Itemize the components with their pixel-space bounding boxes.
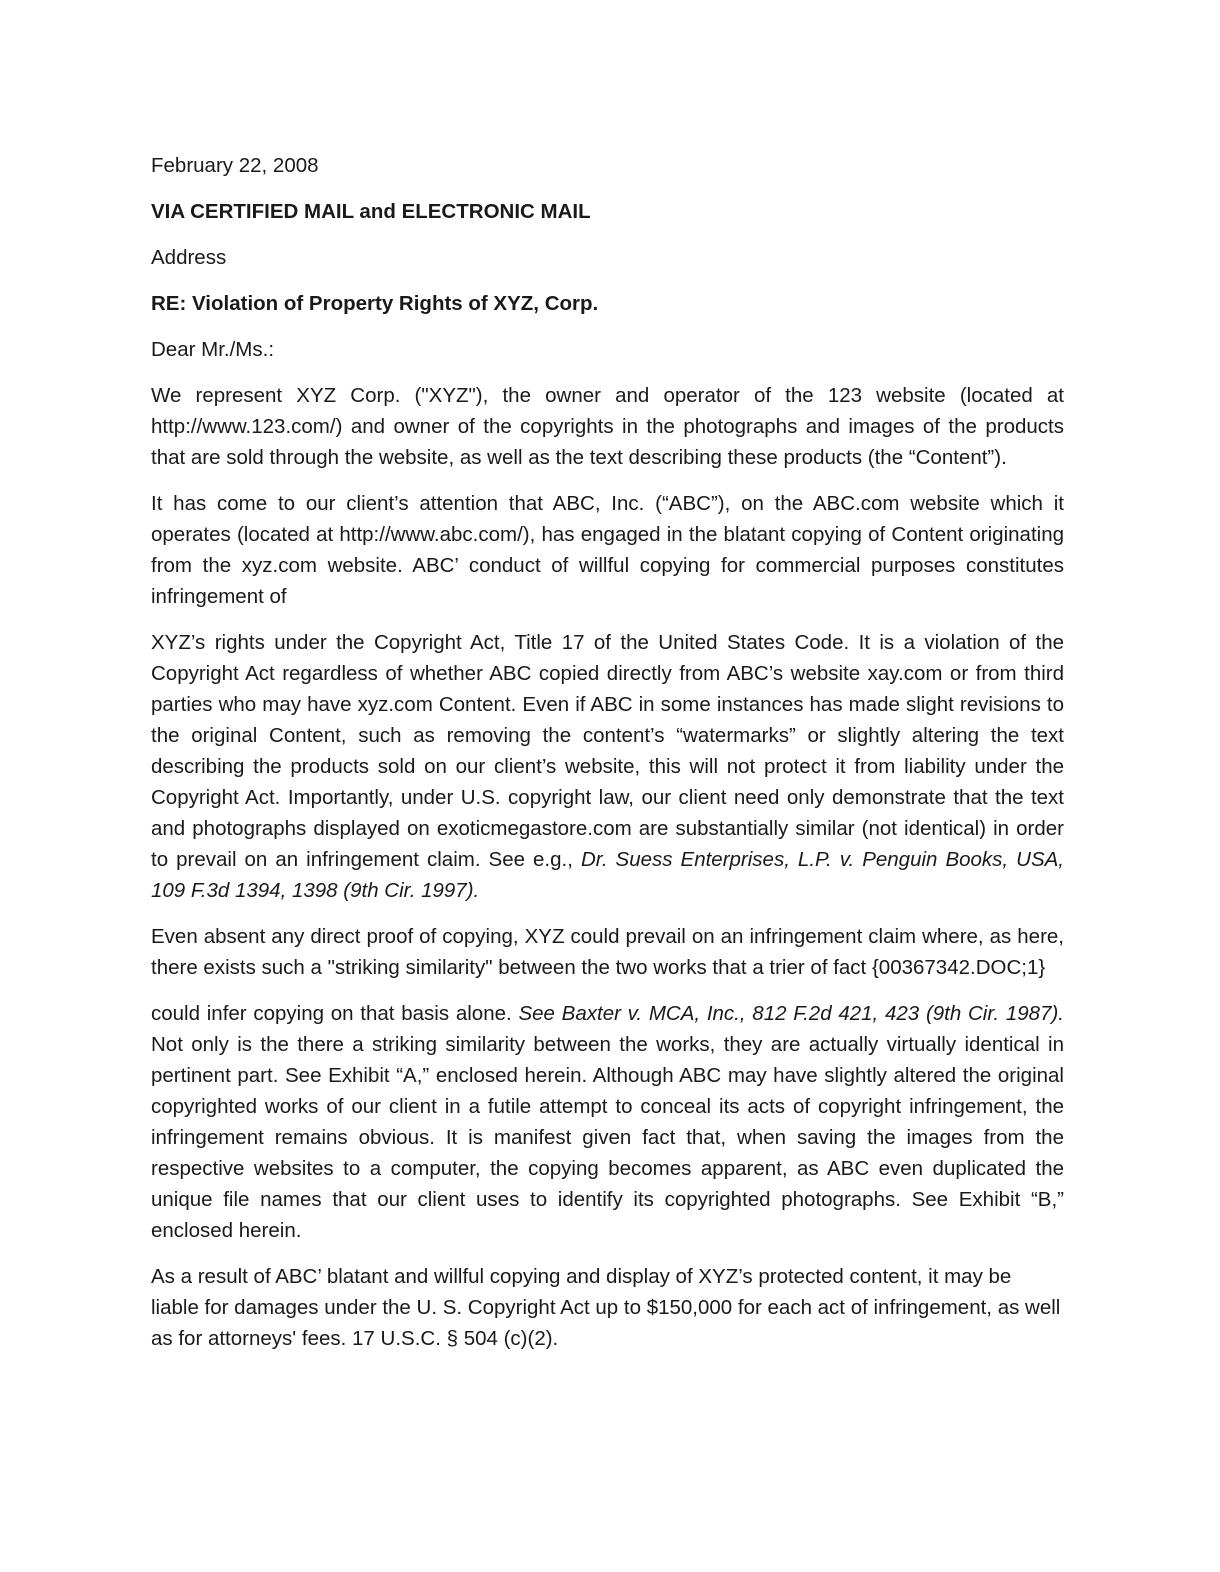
delivery-method: VIA CERTIFIED MAIL and ELECTRONIC MAIL: [151, 200, 591, 223]
paragraph-infer-copying-rest: Not only is the there a striking similarity between the works, they are actually virtually identical in pertinent part. See Exhibit “A,” enclosed herein. Although ABC may have slightly altered the original copyrighted works of our client in a futile attempt to conceal its acts of copyright infringement, the infringement remains obvious. It is manifest given fact that, when saving the images from the respective websites to a computer, the copying becomes apparent, as ABC even duplicated the unique file names that our client uses to identify its copyrighted photographs. See Exhibit “B,” enclosed herein.: [151, 1033, 1064, 1242]
paragraph-copyright-act-text: XYZ’s rights under the Copyright Act, Title 17 of the United States Code. It is a violation of the Copyright Act regardless of whether ABC copied directly from ABC’s website xay.com or from third parties who may have xyz.com Content. Even if ABC in some instances has made slight revisions to the original Content, such as removing the content’s “watermarks” or slightly altering the text describing the products sold on our client’s website, this will not protect it from liability under the Copyright Act. Importantly, under U.S. copyright law, our client need only demonstrate that the text and photographs displayed on exoticmegastore.com are substantially similar (not identical) in order to prevail on an infringement claim. See e.g.,: [151, 631, 1064, 871]
paragraph-striking-similarity-text: Even absent any direct proof of copying, XYZ could prevail on an infringement claim where, as here, there exists such a "striking similarity" between the two works that a trier of fact: [151, 925, 1064, 979]
letter-date: February 22, 2008: [151, 154, 319, 177]
case-citation-baxter: See Baxter v. MCA, Inc., 812 F.2d 421, 423 (9th Cir. 1987).: [518, 1002, 1064, 1025]
case-citation-suess: Dr. Suess Enterprises, L.P. v. Penguin Books, USA, 109 F.3d 1394, 1398 (9th Cir. 1997).: [151, 848, 1064, 902]
letter-page: [151, 150, 1064, 1369]
paragraph-infringement-notice: It has come to our client’s attention that ABC, Inc. (“ABC”), on the ABC.com website which it operates (located at http://www.abc.com/), has engaged in the blatant copying of Content originating from the xyz.com website. ABC’ conduct of willful copying for commercial purposes constitutes infringement of: [151, 492, 1064, 608]
paragraph-representation: We represent XYZ Corp. ("XYZ"), the owner and operator of the 123 website (located at http://www.123.com/) and owner of the copyrights in the photographs and images of the products that are sold through the website, as well as the text describing these products (the “Content”).: [151, 384, 1064, 469]
paragraph-striking-similarity: [151, 921, 1064, 983]
paragraph-infer-copying-start: could infer copying on that basis alone.: [151, 1002, 512, 1025]
paragraph-infer-copying: [151, 998, 1064, 1246]
salutation: Dear Mr./Ms.:: [151, 338, 275, 361]
recipient-address: Address: [151, 246, 227, 269]
document-reference: {00367342.DOC;1}: [871, 956, 1046, 979]
paragraph-damages: As a result of ABC’ blatant and willful copying and display of XYZ’s protected content, it may be liable for damages under the U. S. Copyright Act up to $150,000 for each act of infringement, as well as for attorneys' fees. 17 U.S.C. § 504 (c)(2).: [151, 1265, 1061, 1350]
paragraph-copyright-act: [151, 627, 1064, 906]
subject-line: RE: Violation of Property Rights of XYZ, Corp.: [151, 292, 599, 315]
